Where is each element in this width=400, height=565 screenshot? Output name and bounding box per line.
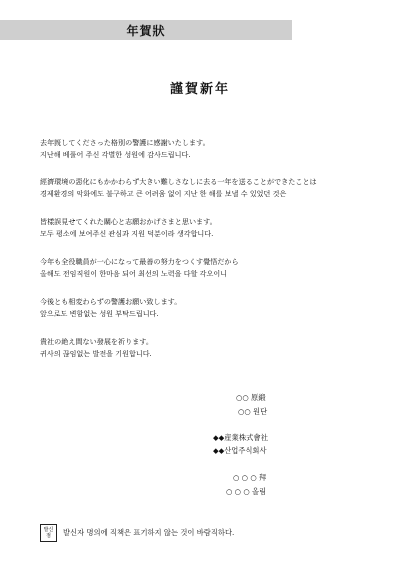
signature-org-ja: ○○ 原緞 — [236, 393, 266, 402]
document-header-bar — [0, 20, 292, 40]
paragraph-4 — [40, 256, 385, 280]
paragraph-6-ko: 귀사의 끊임없는 발전을 기원합니다. — [40, 349, 152, 358]
paragraph-5 — [40, 296, 385, 320]
paragraph-1-ja: 去年旣してくださった格別の警護に感謝いたします。 — [40, 138, 210, 147]
paragraph-2-ja: 經濟環境の惡化にもかかわらず大きい難しさなしに去る一年を送ることができたことは — [40, 177, 317, 186]
document-header-title: 年賀狀 — [126, 23, 166, 38]
signature-org-ko: ○○ 원단 — [238, 407, 268, 416]
stamp-bottom-label: 점 — [46, 533, 51, 539]
paragraph-1-ko: 지난해 베풀어 주신 각별한 성원에 감사드립니다. — [40, 150, 191, 159]
paragraph-3-ko: 모두 평소에 보여주신 관심과 지원 덕분이라 생각합니다. — [40, 229, 214, 238]
paragraph-6 — [40, 336, 385, 360]
signature-person-ja: ○ ○ ○ 拜 — [233, 473, 267, 482]
paragraph-2-ko: 경제환경의 악화에도 불구하고 큰 어려움 없이 지난 한 해를 보낼 수 있었던 것은 — [40, 189, 287, 198]
signature-company-ko: ◆◆산업주식회사 — [213, 446, 267, 455]
paragraph-3-ja: 皆樣誤見せてくれた關心と志願おかげさまと思います。 — [40, 217, 217, 226]
signature-company-ja: ◆◆産業株式會社 — [213, 433, 269, 442]
paragraph-4-ja: 今年も全役職員が一心になって最善の努力をつくす覺悟だから — [40, 257, 239, 266]
paragraph-2 — [40, 176, 385, 200]
stamp-icon — [40, 524, 57, 542]
paragraph-5-ja: 今後とも相変わらずの警護お願い致します。 — [40, 297, 182, 306]
paragraph-6-ja: 貴社の絶え間ない發展を祈ります。 — [40, 337, 153, 346]
paragraph-5-ko: 앞으로도 변함없는 성원 부탁드립니다. — [40, 309, 159, 318]
paragraph-1 — [40, 137, 385, 161]
paragraph-4-ko: 올해도 전임직원이 한마음 되어 최선의 노력을 다할 각오이니 — [40, 269, 228, 278]
paragraph-3 — [40, 216, 385, 240]
notice-text: 발신자 명의에 직책은 표기하지 않는 것이 바람직하다. — [63, 528, 235, 537]
stamp-top-label: 발신 — [43, 527, 54, 533]
signature-person-ko: ○ ○ ○ 올림 — [226, 487, 267, 496]
greeting-title: 謹賀新年 — [169, 82, 230, 97]
notice-box — [40, 524, 234, 542]
